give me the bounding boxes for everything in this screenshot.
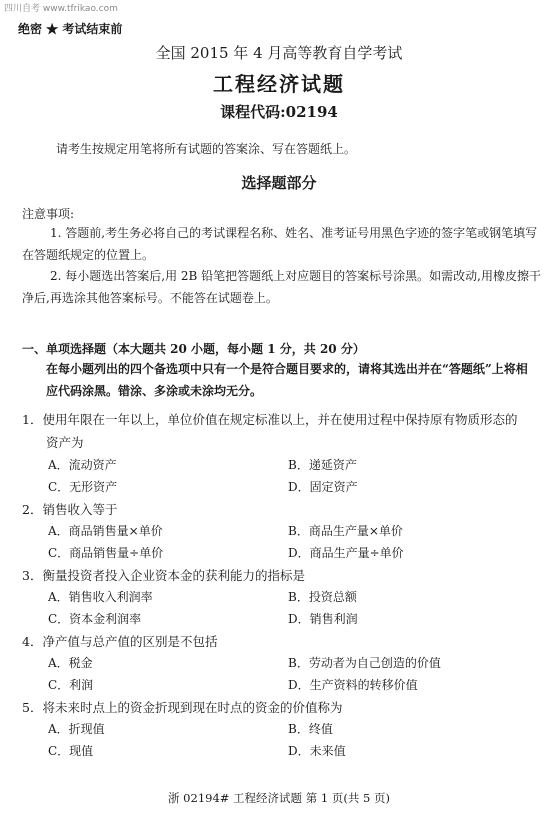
note-item-2: 2. 每小题选出答案后,用 2B 铅笔把答题纸上对应题目的答案标号涂黑。如需改动,用橡皮擦干净后,再选涂其他答案标号。不能答在试题卷上。 bbox=[22, 269, 541, 305]
part-title: 选择题部分 bbox=[241, 174, 317, 192]
notes-title: 注意事项: bbox=[22, 207, 75, 221]
page-footer: 浙 02194# 工程经济试题 第 1 页(共 5 页) bbox=[168, 791, 390, 805]
option-a: A．流动资产 bbox=[48, 458, 117, 472]
question-stem: 4．净产值与总产值的区别是不包括 bbox=[22, 634, 218, 649]
option-a: A．销售收入利润率 bbox=[48, 590, 153, 604]
option-b: B．终值 bbox=[288, 722, 333, 736]
option-d: D．固定资产 bbox=[288, 480, 358, 494]
option-d: D．销售利润 bbox=[288, 612, 358, 626]
question-stem: 5．将未来时点上的资金折现到现在时点的资金的价值称为 bbox=[22, 700, 343, 715]
option-b: B．商品生产量×单价 bbox=[288, 524, 403, 538]
watermark: 四川自考 www.tfrikao.com bbox=[4, 4, 118, 14]
option-c: C．无形资产 bbox=[48, 480, 118, 494]
option-a: A．税金 bbox=[48, 656, 93, 670]
option-c: C．资本金利润率 bbox=[48, 612, 142, 626]
option-c: C．利润 bbox=[48, 678, 94, 692]
option-d: D．生产资料的转移价值 bbox=[288, 678, 418, 692]
question-stem: 2．销售收入等于 bbox=[22, 502, 118, 517]
section-title: 一、单项选择题（本大题共 20 小题，每小题 1 分，共 20 分） bbox=[22, 342, 365, 356]
question-stem-continued: 资产为 bbox=[46, 435, 84, 450]
option-c: C．现值 bbox=[48, 744, 94, 758]
option-d: D．未来值 bbox=[288, 744, 346, 758]
exam-title: 全国 2015 年 4 月高等教育自学考试 bbox=[155, 44, 403, 62]
confidential-label: 绝密 ★ 考试结束前 bbox=[18, 22, 123, 36]
subject-title: 工程经济试题 bbox=[213, 72, 345, 96]
option-a: A．商品销售量×单价 bbox=[48, 524, 163, 538]
course-code: 课程代码:02194 bbox=[220, 103, 338, 121]
option-b: B．投资总额 bbox=[288, 590, 357, 604]
note-item-1: 1. 答题前,考生务必将自己的考试课程名称、姓名、准考证号用黑色字迹的签字笔或钢笔填写在答题纸规定的位置上。 bbox=[22, 226, 538, 262]
option-a: A．折现值 bbox=[48, 722, 105, 736]
instruction: 请考生按规定用笔将所有试题的答案涂、写在答题纸上。 bbox=[56, 142, 357, 156]
section-description: 在每小题列出的四个备选项中只有一个是符合题目要求的，请将其选出并在“答题纸”上将相应代码涂黑。错涂、多涂或未涂均无分。 bbox=[46, 362, 528, 398]
option-b: B．递延资产 bbox=[288, 458, 357, 472]
question-stem: 3．衡量投资者投入企业资本金的获利能力的指标是 bbox=[22, 568, 305, 583]
option-d: D．商品生产量÷单价 bbox=[288, 546, 404, 560]
option-c: C．商品销售量÷单价 bbox=[48, 546, 164, 560]
option-b: B．劳动者为自己创造的价值 bbox=[288, 656, 441, 670]
question-stem: 1．使用年限在一年以上，单位价值在规定标准以上，并在使用过程中保持原有物质形态的 bbox=[22, 412, 518, 427]
